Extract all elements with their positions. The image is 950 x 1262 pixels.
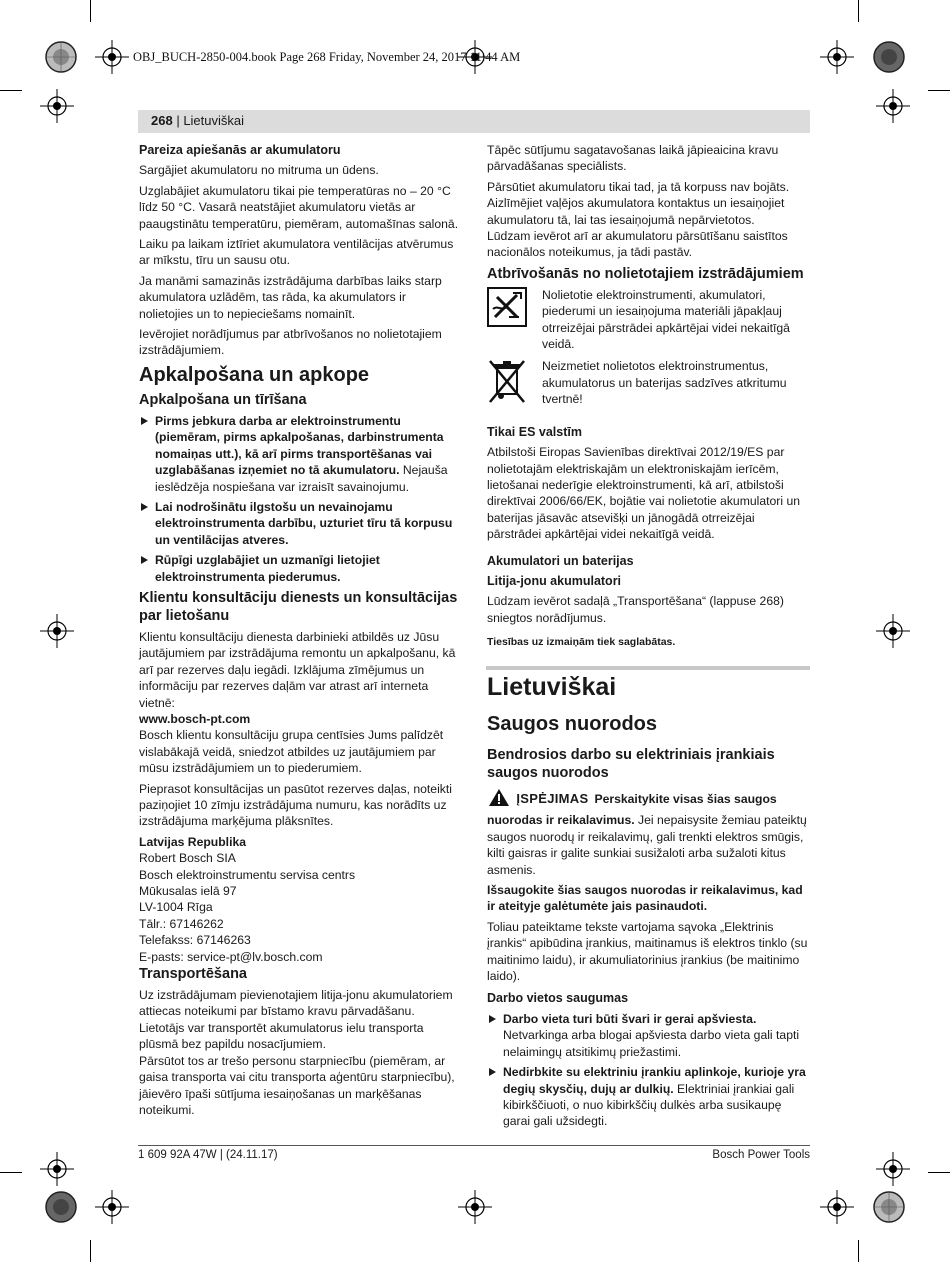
- left-column: [139, 142, 461, 1122]
- liion-title: Litija-jonu akumulatori: [487, 573, 622, 588]
- paragraph: Pārsūtot tos ar trešo personu starpniecību (piemēram, ar gaisa transporta vai citu transporta aģentūru starpniecību), jāievēro īpaši sūtījuma iesaiņošanas un marķēšanas noteikumi.: [139, 1053, 455, 1117]
- bullet-text: Netvarkinga arba blogai apšviesta darbo vieta gali tapti nelaimingų atsitikimų priežastimi.: [503, 1028, 800, 1059]
- crop-mark: [928, 90, 950, 91]
- bullet-bold: Lai nodrošinātu ilgstošu un nevainojamu elektroinstrumenta darbību, uzturiet tīru tā korpusu un ventilācijas atveres.: [155, 499, 453, 547]
- warning-word: ĮSPĖJIMAS: [516, 791, 589, 807]
- list-item: [139, 413, 461, 495]
- registration-mark-icon: [40, 614, 74, 648]
- address-line: E-pasts: service-pt@lv.bosch.com: [139, 949, 323, 964]
- registration-mark-icon: [40, 1152, 74, 1186]
- paragraph: Lūdzam ievērot sadaļā „Transportēšana“ (lappuse 268) sniegtos norādījumus.: [487, 594, 784, 625]
- keep-instructions: Išsaugokite šias saugos nuorodas ir reikalavimus, kad ir ateityje galėtumėte jais pasinaudoti.: [487, 883, 803, 914]
- service-title: Klientu konsultāciju dienests un konsultācijas par lietošanu: [139, 589, 458, 624]
- right-column-lt: [487, 672, 809, 1134]
- crop-mark: [90, 1240, 91, 1262]
- transport-title: Transportēšana: [139, 966, 247, 983]
- lt-general-title: Bendrosios darbo su elektriniais įrankiais saugos nuorodos: [487, 747, 775, 781]
- crop-mark: [858, 1240, 859, 1262]
- header-language: Lietuviškai: [183, 113, 245, 128]
- paragraph: Ja manāmi samazinās izstrādājuma darbības laiks starp akumulatora uzlādēm, tas rāda, ka akumulators ir nolietojies un to nepieciešams nomainīt.: [139, 273, 442, 321]
- paragraph: Bosch klientu konsultāciju grupa centīsies Jums palīdzēt vislabākajā veidā, sniedzot atbildes uz jautājumiem par mūsu izstrādājumiem un to piederumiem.: [139, 728, 444, 776]
- address-block: [139, 850, 461, 965]
- service-url-link[interactable]: www.bosch-pt.com: [139, 711, 251, 726]
- color-wheel-icon: [872, 1190, 906, 1224]
- list-item: [139, 499, 461, 548]
- address-line: Telefakss: 67146263: [139, 933, 251, 948]
- paragraph: Uz izstrādājumam pievienotajiem litija-jonu akumulatoriem attiecas noteikumi par bīstamo kravu pārvadāšanu. Lietotājs var transportēt akumulatorus ielu transporta plūsmā bez papildu nosacījumiem.: [139, 988, 453, 1052]
- bullet-bold: Darbo vieta turi būti švari ir gerai apšviesta.: [503, 1011, 757, 1026]
- registration-mark-icon: [40, 89, 74, 123]
- footer-rule: [138, 1145, 810, 1146]
- paragraph: Klientu konsultāciju dienesta darbinieki atbildēs uz Jūsu jautājumiem par izstrādājuma remontu un apkalpošanu, kā arī par rezerves daļu iegādi. Izklājuma zīmējumus un informāciju par rezerves daļām var atrast arī interneta vietnē:: [139, 629, 456, 710]
- maintenance-title: Apkalpošana un apkope: [139, 363, 370, 386]
- color-wheel-icon: [44, 40, 78, 74]
- disposal-item: [487, 358, 809, 407]
- list-item: [487, 1011, 809, 1060]
- bullet-text: Elektriniai įrankiai gali kibirkščiuoti, o nuo kibirkščių dulkės arba susikaupę garai gali užsidegti.: [503, 1081, 795, 1129]
- section-divider: [486, 666, 810, 670]
- crossed-bin-icon: [487, 358, 527, 406]
- paragraph: Tāpēc sūtījumu sagatavošanas laikā jāpieaicina kravu pārvadāšanas speciālists.: [487, 143, 779, 174]
- registration-mark-icon: [458, 1190, 492, 1224]
- registration-mark-icon: [95, 1190, 129, 1224]
- footer-doc-number: 1 609 92A 47W | (24.11.17): [138, 1149, 278, 1161]
- warning-bold: Perskaitykite visas šias saugos nuorodas ir reikalavimus.: [487, 792, 777, 828]
- address-line: LV-1004 Rīga: [139, 900, 213, 915]
- registration-mark-icon: [820, 40, 854, 74]
- crop-mark: [0, 90, 22, 91]
- crop-mark: [0, 1172, 22, 1173]
- crop-mark: [90, 0, 91, 22]
- workplace-title: Darbo vietos saugumas: [487, 991, 629, 1006]
- disposal-item: [487, 287, 809, 353]
- crop-mark: [858, 0, 859, 22]
- right-column: [487, 142, 809, 655]
- page-header: [138, 110, 810, 133]
- warning-text: Jei nepaisysite žemiau pateiktų saugos nuorodų ir reikalavimų, gali trenkti elektros smūgis, kilti gaisras ir galite sunkiai susižaloti arba sužaloti kitus asmenis.: [487, 813, 807, 877]
- paragraph: Lūdzam ievērot arī ar akumulatoru pārsūtīšanu saistītos nacionālos noteikumus, ja tādi pastāv.: [487, 229, 788, 260]
- address-line: Robert Bosch SIA: [139, 851, 236, 866]
- batteries-title: Akumulatori un baterijas: [487, 553, 634, 568]
- color-wheel-icon: [44, 1190, 78, 1224]
- paragraph: Uzglabājiet akumulatoru tikai pie temperatūras no – 20 °C līdz 50 °C. Vasarā neatstājiet akumulatoru vietās ar paaugstinātu temperatūru, piemēram, automašīnas salonā.: [139, 183, 459, 231]
- list-item: [487, 1064, 809, 1130]
- bullet-text: Nejauša ieslēdzēja nospiešana var izraisīt savainojumu.: [155, 463, 448, 494]
- paragraph: Toliau pateiktame tekste vartojama sąvoka „Elektrinis įrankis“ apibūdina įrankius, maitinamus iš elektros tinklo (su maitinimo laidu), ir akumuliatorinius įrankius (be maitinimo laido).: [487, 919, 808, 984]
- paragraph: Ievērojiet norādījumus par atbrīvošanos no nolietotajiem izstrādājumiem.: [139, 327, 442, 358]
- address-line: Tālr.: 67146262: [139, 916, 224, 931]
- paragraph: Laiku pa laikam iztīriet akumulatora ventilācijas atvērumus ar mīkstu, tīru un sausu otu.: [139, 237, 454, 268]
- paragraph: Nolietotie elektroinstrumenti, akumulatori, piederumi un iesaiņojuma materiāli jāpakļauj otrreizējai pārstrādei apkārtējai videi nekaitīgā veidā.: [542, 287, 790, 352]
- cleaning-title: Apkalpošana un tīrīšana: [139, 391, 307, 408]
- rights-notice: Tiesības uz izmaiņām tiek saglabātas.: [487, 636, 676, 649]
- paragraph: Pieprasot konsultācijas un pasūtot rezerves daļas, noteikti paziņojiet 10 zīmju izstrādājuma numuru, kas norādīts uz izstrādājuma marķējuma plāksnītes.: [139, 781, 452, 829]
- registration-mark-icon: [876, 614, 910, 648]
- list-item: [139, 552, 461, 585]
- address-line: Mūkusalas ielā 97: [139, 884, 237, 899]
- registration-mark-icon: [95, 40, 129, 74]
- bullet-bold: Pirms jebkura darba ar elektroinstrumentu (piemēram, pirms apkalpošanas, darbinstrumenta nomaiņas utt.), kā arī pirms transportēšanas vai uzglabāšanas izņemiet no tā akumulatoru.: [155, 413, 444, 478]
- battery-title: Pareiza apiešanās ar akumulatoru: [139, 143, 341, 157]
- color-wheel-icon: [872, 40, 906, 74]
- crop-mark: [928, 1172, 950, 1173]
- paragraph: Atbilstoši Eiropas Savienības direktīvai 2012/19/ES par nolietotajām elektriskajām un elektroniskajām ierīcēm, lietošanai nederīgie elektroinstrumenti, kā arī, atbilstoši direktīvai 2006/66/EK, bojātie vai nolietotie akumulatori un baterijas jāsavāc atsevišķi un jānogādā otrreizējai pārstrādei apkārtējai videi nekaitīgā veidā.: [487, 445, 801, 542]
- registration-mark-icon: [876, 89, 910, 123]
- registration-mark-icon: [876, 1152, 910, 1186]
- lt-language-title: Lietuviškai: [487, 673, 617, 701]
- warning-paragraph: [487, 788, 809, 878]
- address-line: Bosch elektroinstrumentu servisa centrs: [139, 867, 356, 882]
- country-title: Latvijas Republika: [139, 834, 247, 849]
- footer-brand: Bosch Power Tools: [712, 1149, 810, 1161]
- bullet-bold: Rūpīgi uzglabājiet un uzmanīgi lietojiet elektroinstrumenta piederumus.: [155, 553, 380, 584]
- paragraph: Sargājiet akumulatoru no mitruma un ūdens.: [139, 163, 379, 178]
- disposal-title: Atbrīvošanās no nolietotajiem izstrādājumiem: [487, 265, 804, 282]
- paragraph: Pārsūtiet akumulatoru tikai tad, ja tā korpuss nav bojāts. Aizlīmējiet vaļējos akumulatora kontaktus un iesaiņojiet akumulatoru tā, lai tas iesaiņojumā nepārvietotos.: [487, 179, 790, 227]
- page-number: 268: [151, 113, 173, 128]
- registration-mark-icon: [820, 1190, 854, 1224]
- print-header: OBJ_BUCH-2850-004.book Page 268 Friday, November 24, 2017 11:44 AM: [133, 50, 521, 64]
- eu-title: Tikai ES valstīm: [487, 424, 582, 439]
- bullet-bold: Nedirbkite su elektriniu įrankiu aplinkoje, kurioje yra degių skysčių, dujų ar dulkių.: [503, 1065, 806, 1096]
- lt-safety-title: Saugos nuorodos: [487, 713, 657, 735]
- paragraph: Neizmetiet nolietotos elektroinstrumentus, akumulatorus un baterijas sadzīves atkritumu tvertnē!: [542, 359, 787, 407]
- recycle-tools-icon: [487, 287, 527, 327]
- header-separator: |: [172, 113, 184, 128]
